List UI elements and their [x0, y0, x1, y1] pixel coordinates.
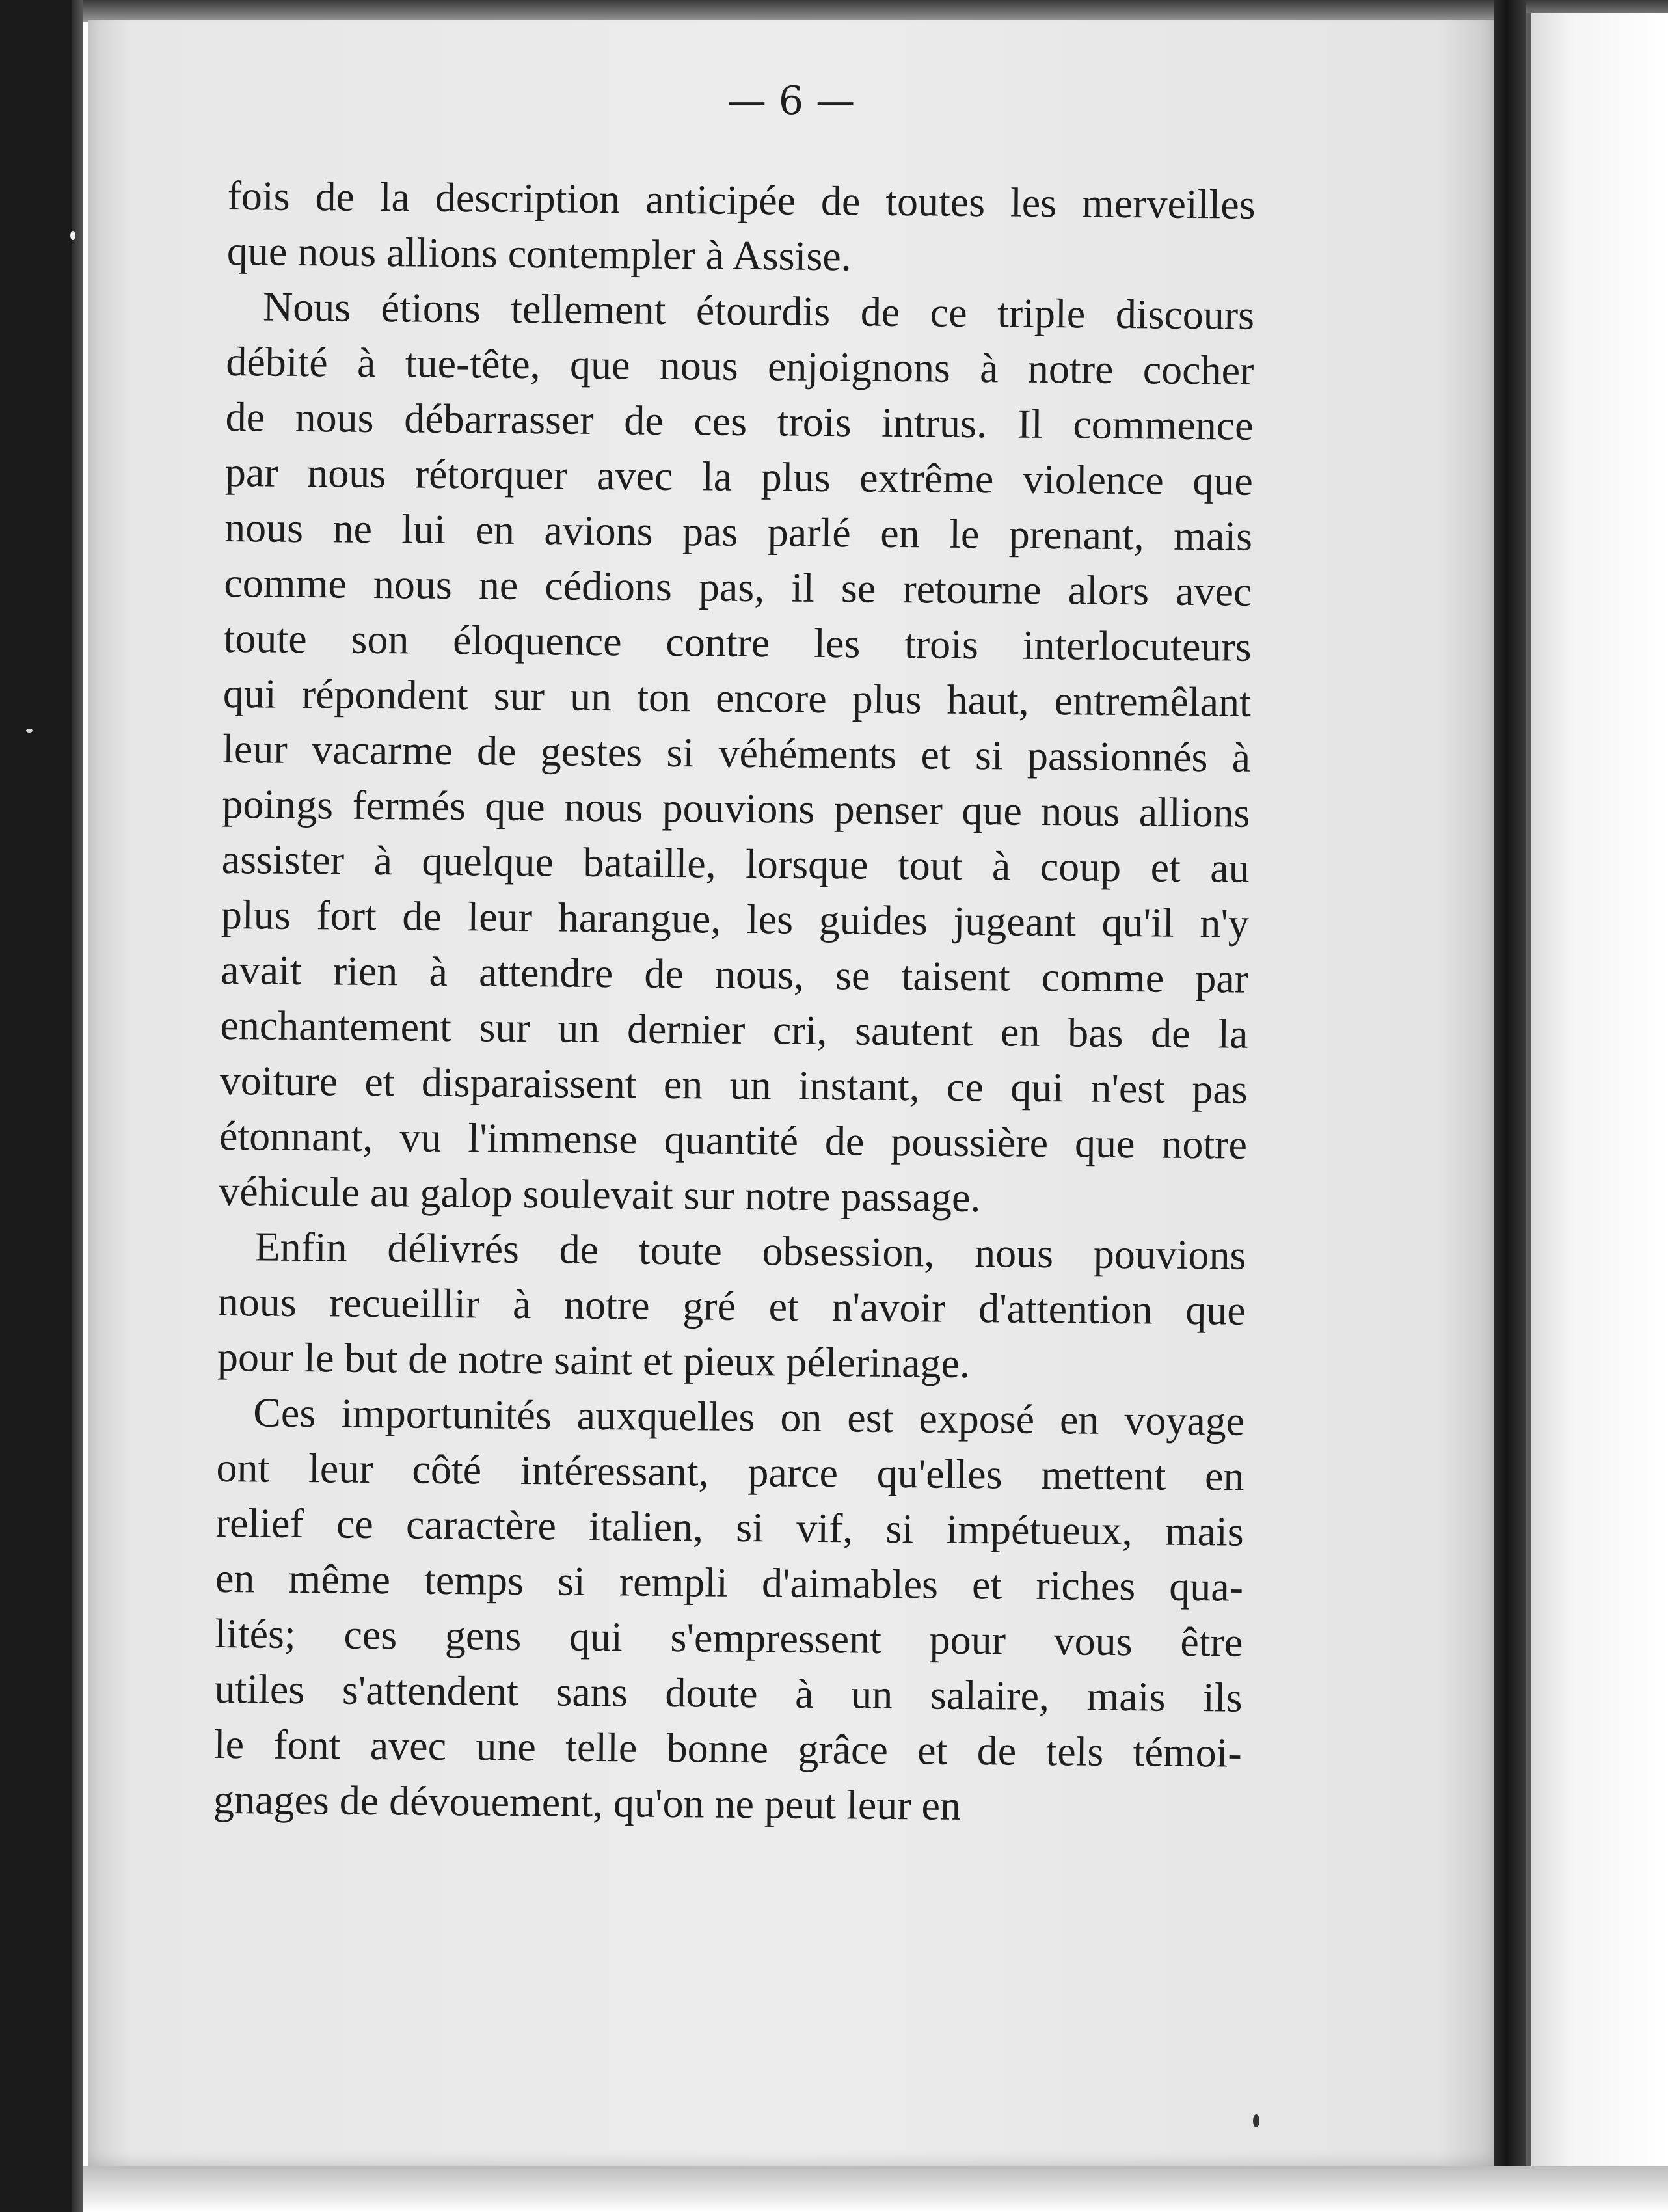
text-line: que nous allions contempler à Assise.: [226, 227, 852, 280]
text-line: véhicule au galop soulevait sur notre passage.: [218, 1167, 981, 1221]
text-line: voiture et disparaissent en un instant, ce qui n'est pas: [219, 1057, 1248, 1113]
facing-page-edge: [1526, 13, 1668, 2173]
text-line: relief ce caractère italien, si vif, si impétueux, mais: [215, 1499, 1244, 1555]
book-spine: [1494, 0, 1526, 2212]
text-line: ont leur côté intéressant, parce qu'elles mettent en: [216, 1444, 1244, 1500]
dust-speck: [1253, 2114, 1259, 2127]
text-line: lités; ces gens qui s'empressent pour vous être: [215, 1610, 1243, 1666]
text-line: fois de la description anticipée de toutes les merveilles: [227, 172, 1256, 228]
text-line: en même temps si rempli d'aimables et riches qua-: [215, 1554, 1244, 1610]
dust-speck: [70, 231, 75, 240]
text-line: poings fermés que nous pouvions penser que nous allions: [222, 780, 1250, 836]
text-line: nous ne lui en avions pas parlé en le prenant, mais: [224, 504, 1253, 560]
text-line: assister à quelque bataille, lorsque tout à coup et au: [221, 835, 1250, 891]
film-border-left: [0, 0, 83, 2212]
dust-speck: [26, 729, 33, 733]
text-line: qui répondent sur un ton encore plus haut, entremêlant: [222, 669, 1252, 725]
text-line: de nous débarrasser de ces trois intrus. Il commence: [225, 393, 1254, 449]
text-line: par nous rétorquer avec la plus extrême violence que: [224, 448, 1254, 504]
text-line: Ces importunités auxquelles on est exposé en voyage: [252, 1389, 1245, 1444]
film-border-bottom: [83, 2166, 1668, 2212]
film-border-top: [83, 0, 1668, 22]
text-line: plus fort de leur harangue, les guides jugeant qu'il n'y: [221, 891, 1250, 947]
text-line: le font avec une telle bonne grâce et de tels témoi-: [213, 1720, 1243, 1776]
text-line: étonnant, vu l'immense quantité de poussière que notre: [219, 1112, 1248, 1168]
text-line: leur vacarme de gestes si véhéments et si passionnés à: [222, 725, 1251, 781]
text-line: avait rien à attendre de nous, se taisent comme par: [220, 946, 1249, 1002]
text-line: nous recueillir à notre gré et n'avoir d'attention que: [217, 1278, 1246, 1334]
text-line: débité à tue-tête, que nous enjoignons à notre cocher: [226, 338, 1254, 394]
text-line: Nous étions tellement étourdis de ce triple discours: [262, 283, 1255, 338]
text-line: gnages de dévouement, qu'on ne peut leur en: [213, 1775, 962, 1829]
text-line: comme nous ne cédions pas, il se retourne alors avec: [224, 559, 1252, 615]
text-line: pour le but de notre saint et pieux pélerinage.: [217, 1333, 971, 1387]
text-line: toute son éloquence contre les trois interlocuteurs: [223, 614, 1252, 670]
text-line: enchantement sur un dernier cri, sautent en bas de la: [220, 1001, 1248, 1057]
text-line: utiles s'attendent sans doute à un salaire, mais ils: [214, 1665, 1243, 1721]
body-text: [213, 168, 1256, 1836]
text-line: Enfin délivrés de toute obsession, nous pouvions: [254, 1223, 1246, 1278]
page-number: — 6 —: [727, 78, 855, 124]
